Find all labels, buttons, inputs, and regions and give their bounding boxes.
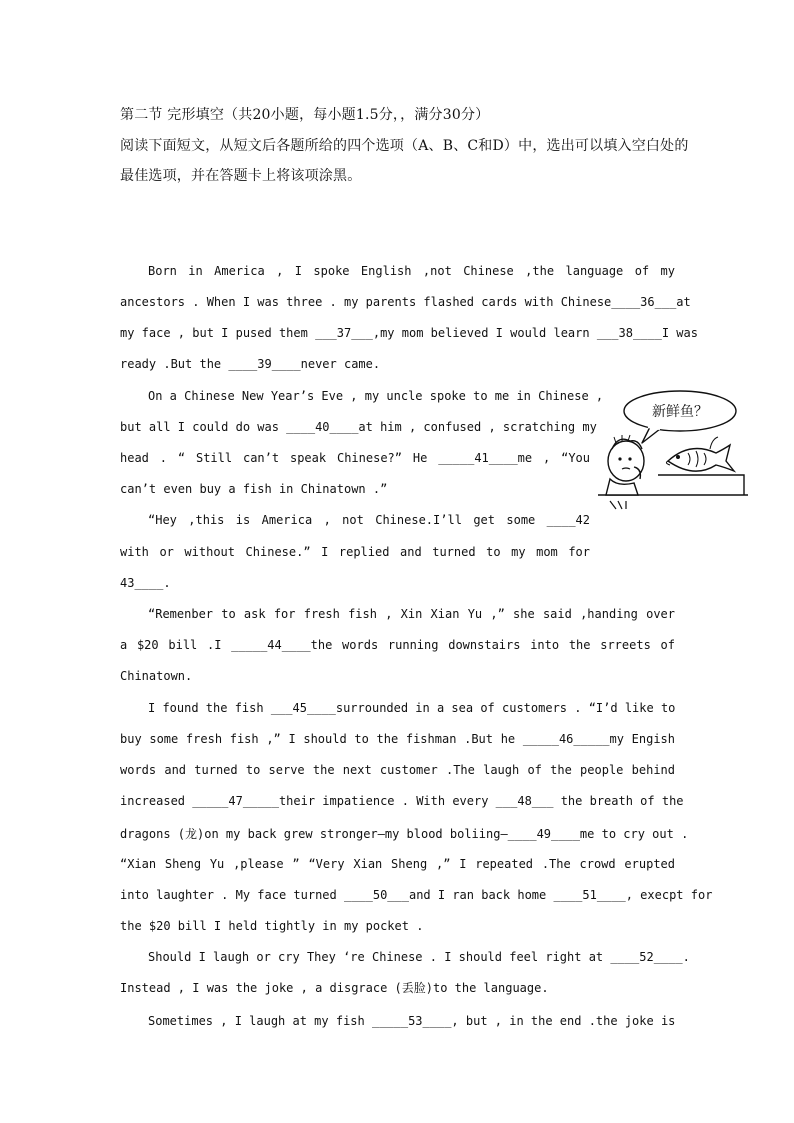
passage-line: head . “ Still can’t speak Chinese?” He _____41____me , “You [120, 451, 590, 465]
passage-line: can’t even buy a fish in Chinatown .” [120, 482, 388, 496]
passage-line: “Remenber to ask for fresh fish , Xin Xian Yu ,” she said ,handing over [148, 607, 675, 621]
passage-line: ancestors . When I was three . my parents flashed cards with Chinese____36___at [120, 295, 691, 309]
passage-line: my face , but I pused them ___37___,my mom believed I would learn ___38____I was [120, 326, 698, 340]
passage-line: On a Chinese New Year’s Eve , my uncle spoke to me in Chinese , [148, 389, 604, 403]
speech-bubble [624, 391, 736, 443]
passage-line: Sometimes , I laugh at my fish _____53____, but , in the end .the joke is [148, 1014, 676, 1028]
passage-line: “Xian Sheng Yu ,please ” “Very Xian Sheng ,” I repeated .The crowd erupted [120, 857, 675, 871]
passage-line: “Hey ,this is America , not Chinese.I’ll get some ____42 [148, 513, 590, 527]
cartoon-illustration [598, 383, 748, 515]
passage-line: Instead , I was the joke , a disgrace (丢脸)to the language. [120, 981, 549, 995]
instruction-line-1: 阅读下面短文，从短文后各题所给的四个选项（A、B、C和D）中，选出可以填入空白处的 [120, 138, 689, 154]
passage-line: Should I laugh or cry They ‘re Chinese . I should feel right at ____52____. [148, 950, 690, 964]
fish-drawing [666, 437, 734, 471]
passage-line: with or without Chinese.” I replied and turned to my mom for [120, 545, 590, 559]
passage-line: buy some fresh fish ,” I should to the fishman .But he _____46_____my Engish [120, 732, 675, 746]
section-title: 第二节 完形填空（共20小题，每小题1.5分，，满分30分） [120, 107, 490, 123]
passage-line: increased _____47_____their impatience . With every ___48___ the breath of the [120, 794, 684, 808]
passage-line: dragons (龙)on my back grew stronger—my blood boliing—____49____me to cry out . [120, 827, 689, 841]
passage-line: but all I could do was ____40____at him , confused , scratching my [120, 420, 597, 434]
passage-line: words and turned to serve the next customer .The laugh of the people behind [120, 763, 675, 777]
passage-line: 43____. [120, 576, 171, 590]
speech-text: 新鲜鱼？ [652, 404, 708, 420]
passage-line: ready .But the ____39____never came. [120, 357, 381, 371]
instruction-line-2: 最佳选项，并在答题卡上将该项涂黑。 [120, 168, 362, 184]
passage-line: I found the fish ___45____surrounded in a sea of customers . “I’d like to [148, 701, 676, 715]
passage-line: Born in America , I spoke English ,not Chinese ,the language of my [148, 264, 675, 278]
child-figure [606, 435, 644, 495]
passage-line: the $20 bill I held tightly in my pocket . [120, 919, 424, 933]
passage-line: a $20 bill .I _____44____the words running downstairs into the srreets of [120, 638, 675, 652]
passage-line: Chinatown. [120, 669, 193, 683]
passage-line: into laughter . My face turned ____50___and I ran back home ____51____, execpt for [120, 888, 713, 902]
